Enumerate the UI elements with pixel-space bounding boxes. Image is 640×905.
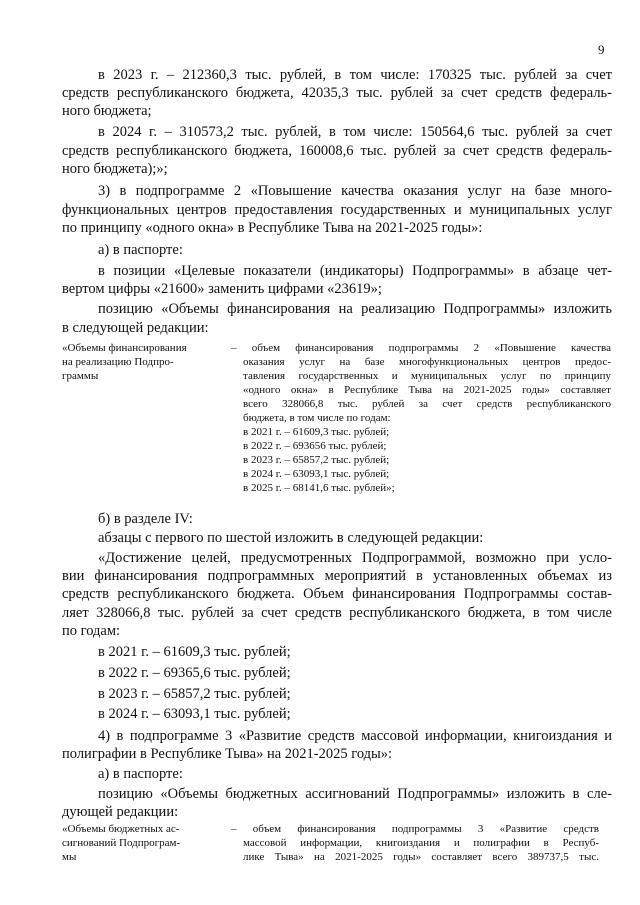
table-value-line: в 2023 г. – 65857,2 тыс. рублей; [243, 454, 390, 466]
table-value-line: бюджета, в том числе по годам: [243, 412, 391, 424]
text-line: а) в паспорте: [98, 242, 183, 258]
text-line: в 2024 г. – 63093,1 тыс. рублей; [98, 706, 291, 722]
text-line: по принципу «одного окна» в Республике Тыва на 2021-2025 годы»: [62, 220, 483, 236]
text-line: полиграфии в Республике Тыва» на 2021-2025 годы»: [62, 746, 393, 762]
text-line: в 2022 г. – 69365,6 тыс. рублей; [98, 665, 291, 681]
text-line: в 2024 г. – 310573,2 тыс. рублей, в том числе: 150564,6 тыс. рублей за счет [98, 124, 612, 140]
text-line: по годам: [62, 623, 121, 639]
table-value-line: – объем финансирования подпрограммы 3 «Развитие средств [231, 823, 599, 835]
table-label: «Объемы финансирования [62, 342, 187, 354]
text-line: вии финансирования подпрограммных мероприятий в установленных объемах из [62, 568, 612, 584]
text-line: средств республиканского бюджета. Объем финансирования Подпрограммы состав- [62, 586, 612, 602]
page-number: 9 [598, 42, 605, 57]
text-line: в 2023 г. – 212360,3 тыс. рублей, в том числе: 170325 тыс. рублей за счет [98, 67, 612, 83]
text-line: дующей редакции: [62, 804, 179, 820]
text-line: ного бюджета);»; [62, 161, 168, 177]
table-value-line: в 2024 г. – 63093,1 тыс. рублей; [243, 468, 390, 480]
text-line: б) в разделе IV: [98, 511, 193, 527]
table-value-line: – объем финансирования подпрограммы 2 «Повышение качества [231, 342, 611, 354]
table-value-line: тавления государственных и муниципальных услуг по принципу [243, 370, 611, 382]
text-line: «Достижение целей, предусмотренных Подпрограммой, возможно при усло- [98, 550, 612, 566]
text-line: ляет 328066,8 тыс. рублей за счет средств республиканского бюджета, в том числе [62, 605, 612, 621]
text-line: 4) в подпрограмме 3 «Развитие средств массовой информации, книгоиздания и [98, 728, 612, 744]
table-label: «Объемы бюджетных ас- [62, 823, 180, 835]
table-value-line: лике Тыва» на 2021-2025 годы» составляет всего 389737,5 тыс. [243, 851, 599, 863]
text-line: ного бюджета; [62, 103, 152, 119]
table-value-line: в 2022 г. – 693656 тыс. рублей; [243, 440, 387, 452]
text-line: в 2023 г. – 65857,2 тыс. рублей; [98, 686, 291, 702]
text-line: 3) в подпрограмме 2 «Повышение качества оказания услуг на базе много- [98, 183, 612, 199]
table-value-line: в 2025 г. – 68141,6 тыс. рублей»; [243, 482, 395, 494]
table-label: на реализацию Подпро- [62, 356, 174, 368]
text-line: абзацы с первого по шестой изложить в следующей редакции: [98, 530, 484, 546]
text-line: в 2021 г. – 61609,3 тыс. рублей; [98, 644, 291, 660]
table-value-line: оказания услуг на базе многофункциональных центров предос- [243, 356, 611, 368]
text-line: функциональных центров предоставления государственных и муниципальных услуг [62, 202, 612, 218]
table-value-line: массовой информации, книгоиздания и полиграфии в Респуб- [243, 837, 599, 849]
table-value-line: «одного окна» в Республике Тыва на 2021-2025 годы» составляет [243, 384, 611, 396]
text-line: вертом цифры «21600» заменить цифрами «23619»; [62, 281, 382, 297]
table-label: мы [62, 851, 77, 863]
table-label: сигнований Подпрограм- [62, 837, 181, 849]
text-line: в следующей редакции: [62, 320, 209, 336]
text-line: а) в паспорте: [98, 766, 183, 782]
table-label: граммы [62, 370, 99, 382]
text-line: средств республиканского бюджета, 160008,6 тыс. рублей за счет средств федераль- [62, 143, 612, 159]
text-line: средств республиканского бюджета, 42035,3 тыс. рублей за счет средств федераль- [62, 85, 612, 101]
table-value-line: в 2021 г. – 61609,3 тыс. рублей; [243, 426, 390, 438]
text-line: в позиции «Целевые показатели (индикаторы) Подпрограммы» в абзаце чет- [98, 263, 612, 279]
text-line: позицию «Объемы финансирования на реализацию Подпрограммы» изложить [98, 301, 612, 317]
table-value-line: всего 328066,8 тыс. рублей за счет средств республиканского [243, 398, 611, 410]
text-line: позицию «Объемы бюджетных ассигнований Подпрограммы» изложить в сле- [98, 786, 612, 802]
